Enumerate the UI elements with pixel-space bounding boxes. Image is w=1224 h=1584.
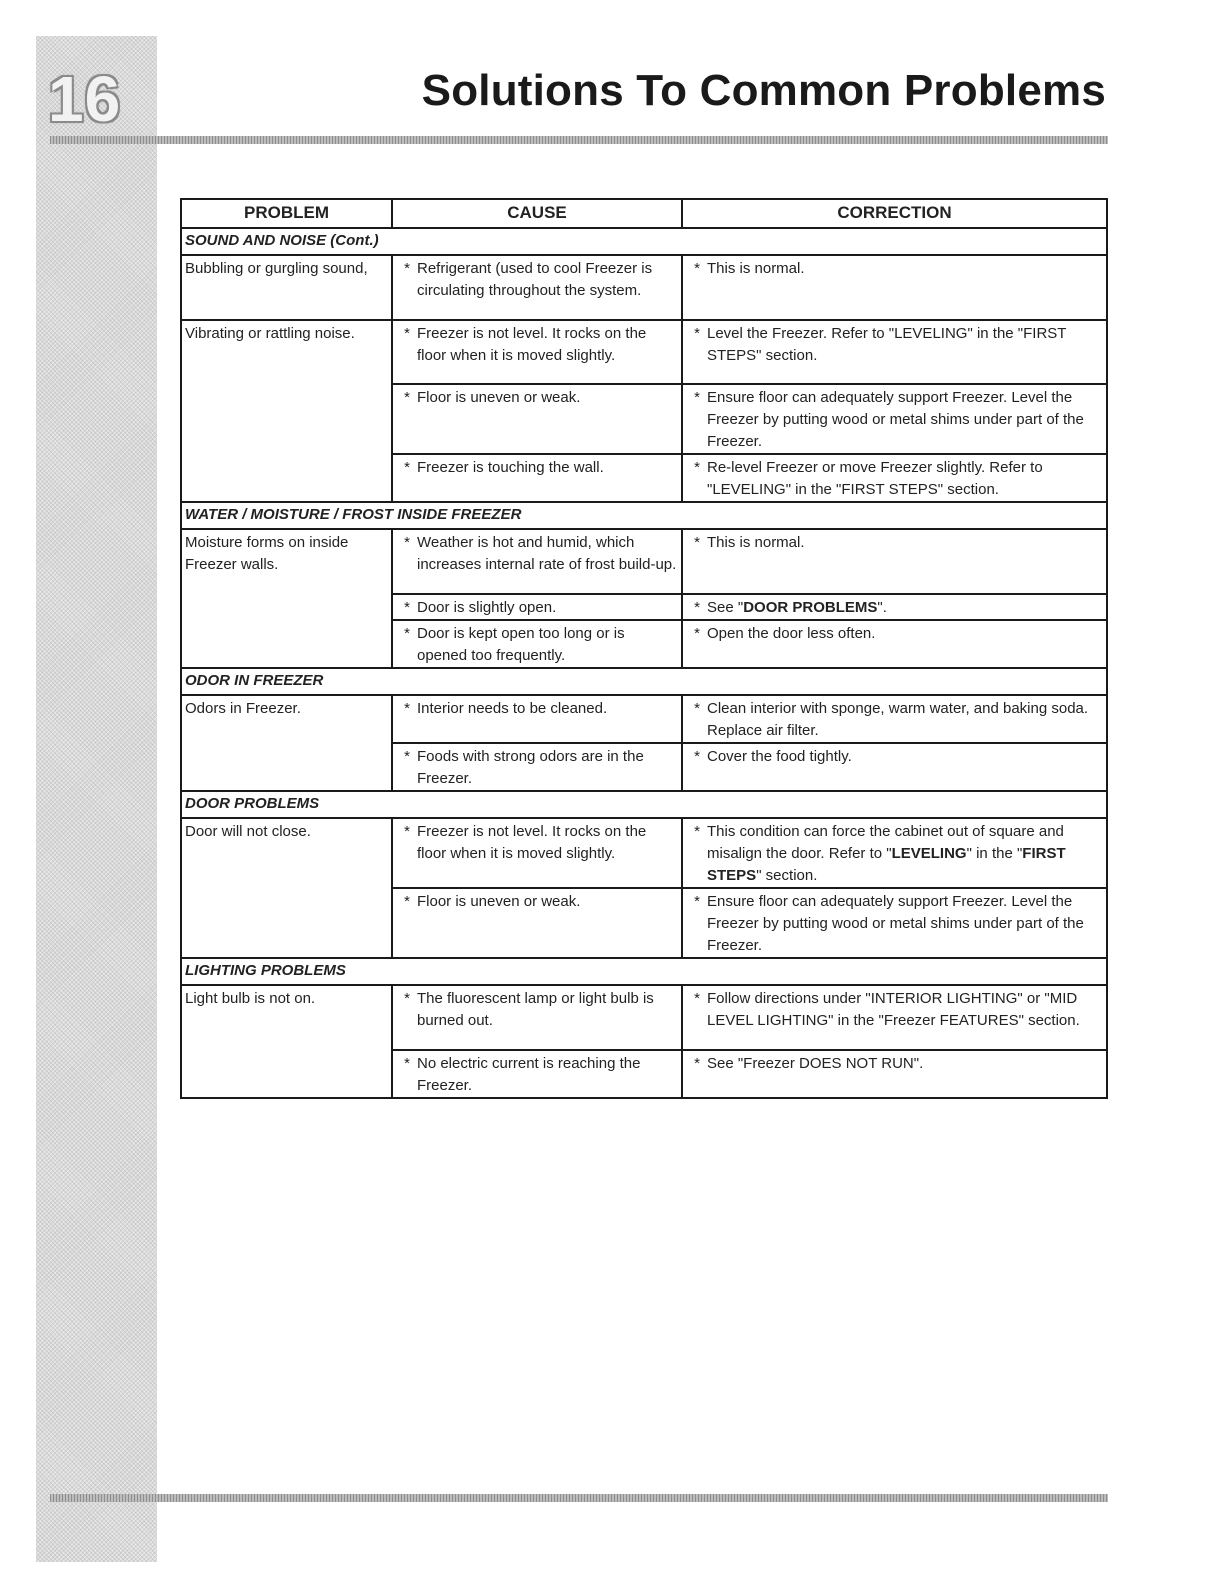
bullet-star: * (404, 823, 410, 840)
cross-reference: FIRST STEPS (707, 845, 1066, 884)
bullet-star: * (694, 389, 700, 406)
section-row (181, 228, 1107, 255)
cross-reference: LEVELING (891, 845, 967, 862)
troubleshooting-table (180, 198, 1108, 1099)
correction-cell: * Clean interior with sponge, warm water, and baking soda. Replace air filter. (682, 695, 1107, 743)
header-row (181, 199, 1107, 228)
cross-reference: DOOR PROBLEMS (743, 599, 878, 616)
bullet-star: * (694, 599, 700, 616)
table-row (181, 985, 1107, 1050)
cause-cell: * Weather is hot and humid, which increases internal rate of frost build-up. (392, 529, 682, 594)
section-heading: LIGHTING PROBLEMS (181, 958, 1107, 985)
bullet-star: * (694, 625, 700, 642)
section-heading: DOOR PROBLEMS (181, 791, 1107, 818)
bullet-star: * (404, 325, 410, 342)
problem-cell: Moisture forms on inside Freezer walls. (181, 529, 392, 668)
section-row (181, 502, 1107, 529)
correction-cell: * This is normal. (682, 529, 1107, 594)
section-heading: ODOR IN FREEZER (181, 668, 1107, 695)
section-row (181, 791, 1107, 818)
page-title: Solutions To Common Problems (421, 66, 1106, 115)
correction-cell: * Cover the food tightly. (682, 743, 1107, 791)
cause-cell: * Freezer is not level. It rocks on the floor when it is moved slightly. (392, 320, 682, 384)
page-number: 16 (48, 63, 122, 135)
cause-cell: * Door is kept open too long or is opened too frequently. (392, 620, 682, 668)
problem-cell: Bubbling or gurgling sound, (181, 255, 392, 320)
section-heading: SOUND AND NOISE (Cont.) (181, 228, 1107, 255)
correction-cell: * Ensure floor can adequately support Freezer. Level the Freezer by putting wood or metal shims under part of the Freezer. (682, 384, 1107, 454)
bullet-star: * (404, 599, 410, 616)
table-row (181, 255, 1107, 320)
correction-cell: * Re-level Freezer or move Freezer slightly. Refer to "LEVELING" in the "FIRST STEPS" section. (682, 454, 1107, 502)
table-row (181, 529, 1107, 594)
bullet-star: * (694, 893, 700, 910)
decorative-side-band (36, 36, 157, 1562)
footer-rule (50, 1494, 1108, 1502)
bullet-star: * (404, 459, 410, 476)
header-correction: CORRECTION (682, 199, 1107, 228)
correction-cell: * This condition can force the cabinet out of square and misalign the door. Refer to "LEVELING" in the "FIRST STEPS" section. (682, 818, 1107, 888)
header-problem: PROBLEM (181, 199, 392, 228)
correction-cell: * See "Freezer DOES NOT RUN". (682, 1050, 1107, 1098)
cause-cell: * The fluorescent lamp or light bulb is burned out. (392, 985, 682, 1050)
correction-cell: * Ensure floor can adequately support Freezer. Level the Freezer by putting wood or metal shims under part of the Freezer. (682, 888, 1107, 958)
correction-cell: * Open the door less often. (682, 620, 1107, 668)
cause-cell: * No electric current is reaching the Freezer. (392, 1050, 682, 1098)
problem-cell: Vibrating or rattling noise. (181, 320, 392, 502)
table-row (181, 320, 1107, 384)
bullet-star: * (404, 700, 410, 717)
header-rule (50, 136, 1108, 144)
correction-cell: * See "DOOR PROBLEMS". (682, 594, 1107, 620)
bullet-star: * (694, 990, 700, 1007)
bullet-star: * (694, 534, 700, 551)
section-row (181, 668, 1107, 695)
bullet-star: * (694, 748, 700, 765)
cause-cell: * Door is slightly open. (392, 594, 682, 620)
bullet-star: * (694, 325, 700, 342)
cause-cell: * Refrigerant (used to cool Freezer is circulating throughout the system. (392, 255, 682, 320)
header-cause: CAUSE (392, 199, 682, 228)
bullet-star: * (694, 1055, 700, 1072)
bullet-star: * (404, 990, 410, 1007)
bullet-star: * (694, 823, 700, 840)
cause-cell: * Floor is uneven or weak. (392, 384, 682, 454)
bullet-star: * (694, 459, 700, 476)
correction-cell: * This is normal. (682, 255, 1107, 320)
table-row (181, 695, 1107, 743)
correction-cell: * Level the Freezer. Refer to "LEVELING" in the "FIRST STEPS" section. (682, 320, 1107, 384)
cause-cell: * Freezer is not level. It rocks on the floor when it is moved slightly. (392, 818, 682, 888)
bullet-star: * (694, 700, 700, 717)
bullet-star: * (404, 389, 410, 406)
section-heading: WATER / MOISTURE / FROST INSIDE FREEZER (181, 502, 1107, 529)
cause-cell: * Interior needs to be cleaned. (392, 695, 682, 743)
problem-cell: Odors in Freezer. (181, 695, 392, 791)
cause-cell: * Floor is uneven or weak. (392, 888, 682, 958)
correction-cell: * Follow directions under "INTERIOR LIGHTING" or "MID LEVEL LIGHTING" in the "Freezer FEATURES" section. (682, 985, 1107, 1050)
cause-cell: * Freezer is touching the wall. (392, 454, 682, 502)
bullet-star: * (404, 625, 410, 642)
cause-cell: * Foods with strong odors are in the Freezer. (392, 743, 682, 791)
section-row (181, 958, 1107, 985)
bullet-star: * (404, 748, 410, 765)
bullet-star: * (694, 260, 700, 277)
problem-cell: Light bulb is not on. (181, 985, 392, 1098)
problem-cell: Door will not close. (181, 818, 392, 958)
bullet-star: * (404, 534, 410, 551)
table-row (181, 818, 1107, 888)
bullet-star: * (404, 893, 410, 910)
bullet-star: * (404, 1055, 410, 1072)
bullet-star: * (404, 260, 410, 277)
